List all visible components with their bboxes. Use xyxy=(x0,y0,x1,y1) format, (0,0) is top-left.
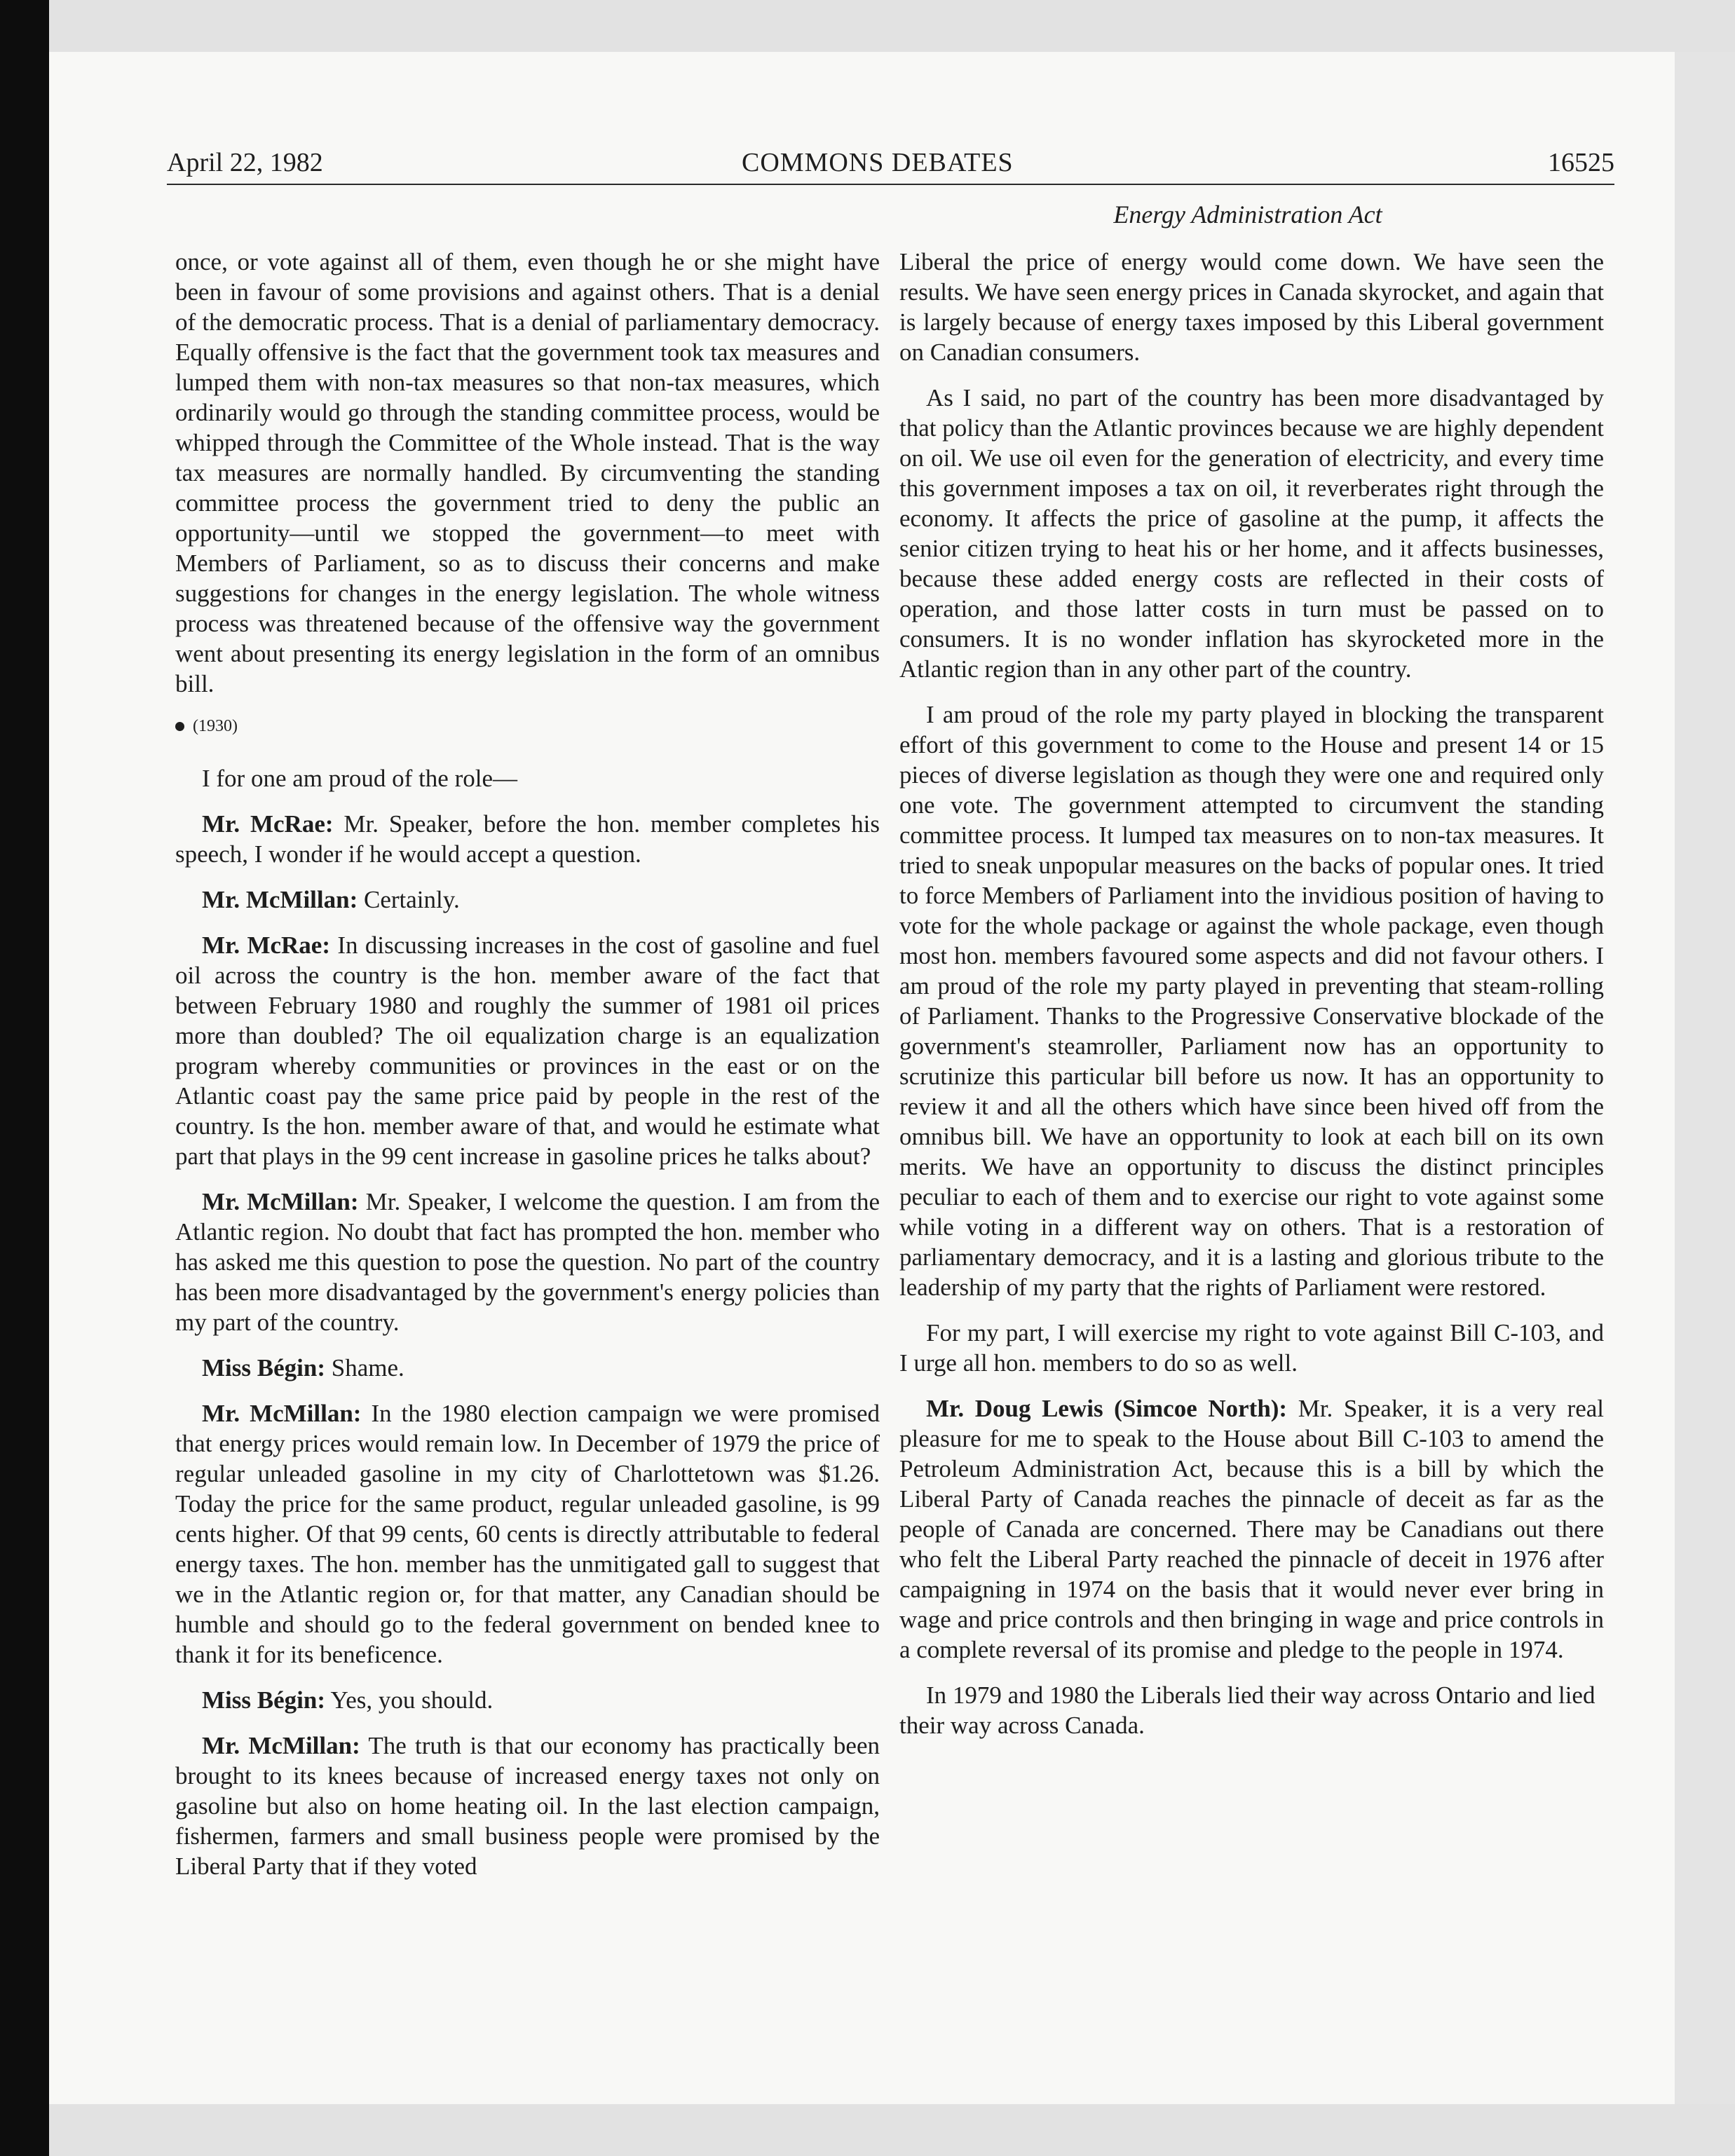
speech-text: Certainly. xyxy=(364,886,460,913)
speaker-name: Miss Bégin: xyxy=(202,1686,325,1714)
speech-text: The truth is that our economy has practically been brought to its knees because of increased energy taxes not only on gasoline but also on home heating oil. In the last election campaign, fishermen, farmers and small business people were promised by the Liberal Party that if they voted xyxy=(175,1732,880,1880)
speech-text: Mr. Speaker, I welcome the question. I am from the Atlantic region. No doubt that fact has prompted the hon. member who has asked me this question to pose the question. No part of the country has been more disadvantaged by the government's energy policies than my part of the country. xyxy=(175,1188,880,1336)
header-date: April 22, 1982 xyxy=(167,148,323,177)
speech xyxy=(899,1393,1604,1665)
header-title: COMMONS DEBATES xyxy=(742,148,1014,177)
speech xyxy=(175,930,880,1171)
speaker-name: Mr. McMillan: xyxy=(202,1188,359,1215)
section-title: Energy Administration Act xyxy=(1113,200,1382,228)
speaker-name: Mr. McRae: xyxy=(202,932,331,959)
speech xyxy=(175,1398,880,1670)
left-column xyxy=(175,247,880,1897)
speech-text: Yes, you should. xyxy=(330,1686,494,1714)
scan-margin-right xyxy=(1675,52,1735,2104)
speaker-name: Mr. McMillan: xyxy=(202,1400,362,1427)
speech xyxy=(175,809,880,869)
speaker-name: Mr. McMillan: xyxy=(202,886,358,913)
speech xyxy=(175,1731,880,1881)
speaker-name: Miss Bégin: xyxy=(202,1354,325,1381)
time-marker xyxy=(175,714,880,738)
speech xyxy=(175,1685,880,1715)
paragraph: As I said, no part of the country has been more disadvantaged by that policy than the Atlantic provinces because we are highly dependent on oil. We use oil even for the generation of electricity, and every time this government imposes a tax on oil, it reverberates right through the economy. It affects the price of gasoline at the pump, it affects the senior citizen trying to heat his or her home, and it affects businesses, because these added energy costs are reflected in their costs of operation, and those latter costs in turn must be passed on to consumers. It is no wonder inflation has skyrocketed more in the Atlantic region than in any other part of the country. xyxy=(899,384,1604,683)
right-column xyxy=(899,247,1604,1756)
speech-text: In the 1980 election campaign we were promised that energy prices would remain low. In December of 1979 the price of regular unleaded gasoline in my city of Charlottetown was $1.26. Today the price for the same product, regular unleaded gasoline, is 99 cents higher. Of that 99 cents, 60 cents is directly attributable to federal energy taxes. The hon. member has the unmitigated gall to suggest that we in the Atlantic region or, for that matter, any Canadian should be humble and should go to the federal government on bended knee to thank it for its beneficence. xyxy=(175,1400,880,1668)
running-header xyxy=(167,147,1614,185)
speaker-name: Mr. McRae: xyxy=(202,810,334,838)
speech xyxy=(175,1353,880,1383)
scan-margin-top xyxy=(49,0,1735,52)
page-number: 16525 xyxy=(1548,148,1614,177)
bullet-icon xyxy=(175,722,184,731)
paragraph: I for one am proud of the role— xyxy=(202,765,517,792)
speech xyxy=(175,1187,880,1337)
paragraph: once, or vote against all of them, even though he or she might have been in favour of some provisions and against others. That is a denial of the democratic process. That is a denial of parliamentary democracy. Equally offensive is the fact that the government took tax measures and lumped them with non-tax measures so that non-tax measures, which ordinarily would go through the standing committee process, would be whipped through the Committee of the Whole instead. That is the way tax measures are normally handled. By circumventing the standing committee process the government tried to deny the public an opportunity—until we stopped the government—to meet with Members of Parliament, so as to discuss their concerns and make suggestions for changes in the energy legislation. The whole witness process was threatened because of the offensive way the government went about presenting its energy legislation in the form of an omnibus bill. xyxy=(175,248,880,697)
speech-text: Mr. Speaker, before the hon. member completes his speech, I wonder if he would accept a question. xyxy=(175,810,880,868)
speaker-name: Mr. McMillan: xyxy=(202,1732,360,1759)
speaker-name: Mr. Doug Lewis (Simcoe North): xyxy=(926,1395,1288,1422)
paragraph: In 1979 and 1980 the Liberals lied their way across Ontario and lied their way across Canada. xyxy=(899,1681,1595,1739)
speech xyxy=(175,885,880,915)
scan-margin-bottom xyxy=(49,2104,1735,2156)
scan-edge xyxy=(0,0,49,2156)
speech-text: In discussing increases in the cost of gasoline and fuel oil across the country is the hon. member aware of the fact that between February 1980 and roughly the summer of 1981 oil prices more than doubled? The oil equalization charge is an equalization program whereby communities or provinces in the east or on the Atlantic coast pay the same price paid by people in the rest of the country. Is the hon. member aware of that, and would he estimate what part that plays in the 99 cent increase in gasoline prices he talks about? xyxy=(175,932,880,1170)
paragraph: For my part, I will exercise my right to vote against Bill C-103, and I urge all hon. members to do so as well. xyxy=(899,1319,1604,1377)
paragraph: I am proud of the role my party played in blocking the transparent effort of this government to come to the House and present 14 or 15 pieces of diverse legislation as though they were one and required only one vote. The government attempted to circumvent the standing committee process. It lumped tax measures on to non-tax measures. It tried to sneak unpopular measures on the backs of popular ones. It tried to force Members of Parliament into the invidious position of having to vote for the whole package or against the whole package, even though most hon. members favoured some aspects and did not favour others. I am proud of the role my party played in preventing that steam-rolling of Parliament. Thanks to the Progressive Conservative blockade of the government's steamroller, Parliament now has an opportunity to scrutinize this particular bill before us now. It has an opportunity to review it and all the others which have since been hived off from the omnibus bill. We have an opportunity to look at each bill on its own merits. We have an opportunity to discuss the distinct principles peculiar to each of them and to exercise our right to vote against some while voting in a different way on others. That is a restoration of parliamentary democracy, and it is a lasting and glorious tribute to the leadership of my party that the rights of Parliament were restored. xyxy=(899,701,1604,1301)
speech-text: Mr. Speaker, it is a very real pleasure for me to speak to the House about Bill C-103 to amend the Petroleum Administration Act, because this is a bill by which the Liberal Party of Canada reaches the pinnacle of deceit as far as the people of Canada are concerned. There may be Canadians out there who felt the Liberal Party reached the pinnacle of deceit in 1976 after campaigning in 1974 on the basis that it would never ever bring in wage and price controls and then bringing in wage and price controls in a complete reversal of its promise and pledge to the people in 1974. xyxy=(899,1395,1604,1663)
paragraph: Liberal the price of energy would come down. We have seen the results. We have seen energy prices in Canada skyrocket, and again that is largely because of energy taxes imposed by this Liberal government on Canadian consumers. xyxy=(899,248,1604,366)
time-marker-text: (1930) xyxy=(193,717,238,735)
speech-text: Shame. xyxy=(331,1354,404,1381)
